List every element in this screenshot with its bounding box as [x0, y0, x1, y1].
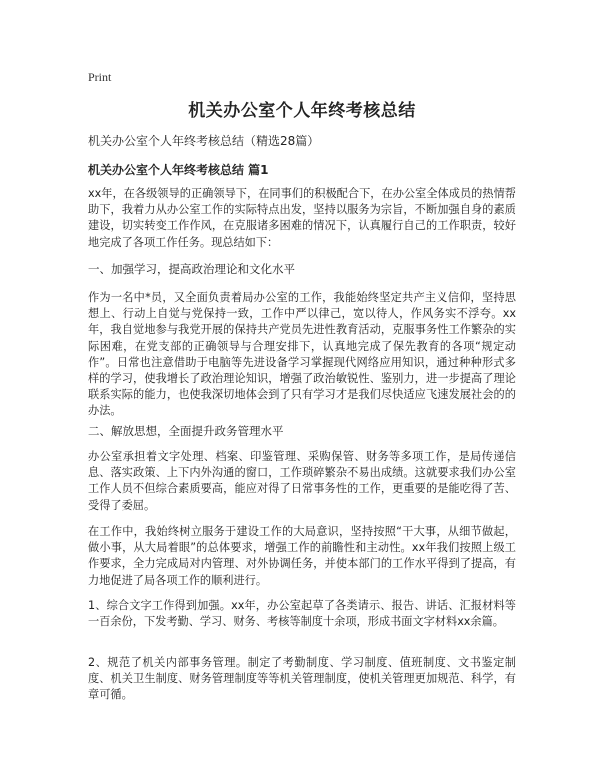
document-subtitle: 机关办公室个人年终考核总结（精选28篇）: [88, 134, 320, 148]
paragraph-intro: xx年，在各级领导的正确领导下，在同事们的积极配合下，在办公室全体成员的热情帮助下，我着力从办公室工作的实际特点出发，坚持以服务为宗旨，不断加强自身的素质建设，切实转变工作作风，在克服诸多困难的情况下，认真履行自己的工作职责，较好地完成了各项工作任务。现总结如下：: [88, 187, 516, 249]
paragraph-study: 作为一名中*员，又全面负责着局办公室的工作，我能始终坚定共产主义信仰，坚持思想上、行动上自觉与党保持一致，工作中严以律己，宽以待人，作风务实不浮夸。xx年，我自觉地参与我党开展的保持共产党员先进性教育活动，克服事务性工作繁杂的实际困难，在党支部的正确领导与合理安排下，认真地完成了保先教育的各项“规定动作”。日常也注意借助于电脑等先进设备学习掌握现代网络应用知识，通过种种形式多样的学习，使我增长了政治理论知识，增强了政治敏锐性、鉴别力，进一步提高了理论联系实际的能力，也使我深切地体会到了只有学习才是我们尽快适应飞速发展社会的的办法。: [88, 291, 516, 418]
heading-management: 二、解放思想，全面提升政务管理水平: [88, 424, 284, 438]
print-link[interactable]: Print: [88, 70, 112, 84]
paragraph-work-approach: 在工作中，我始终树立服务于建设工作的大局意识，坚持按照“干大事，从细节做起，做小事，从大局着眼”的总体要求，增强工作的前瞻性和主动性。xx年我们按照上级工作要求，全力完成局对内管理、对外协调任务，并使本部门的工作水平得到了提高，有力地促进了局各项工作的顺利进行。: [88, 525, 516, 587]
paragraph-affairs-management: 2、规范了机关内部事务管理。制定了考勤制度、学习制度、值班制度、文书鉴定制度、机关卫生制度、财务管理制度等等机关管理制度，使机关管理更加规范、科学，有章可循。: [88, 656, 516, 702]
heading-study: 一、加强学习，提高政治理论和文化水平: [88, 262, 295, 276]
document-title: 机关办公室个人年终考核总结: [188, 101, 416, 121]
paragraph-writing-work: 1、综合文字工作得到加强。xx年，办公室起草了各类请示、报告、讲话、汇报材料等一百余份，下发考勤、学习、财务、考核等制度十余项，形成书面文字材料xx余篇。: [88, 599, 516, 629]
paragraph-office-duties: 办公室承担着文字处理、档案、印鉴管理、采购保管、财务等多项工作，是局传递信息、落实政策、上下内外沟通的窗口，工作琐碎繁杂不易出成绩。这就要求我们办公室工作人员不但综合素质要高，能应对得了日常事务性的工作，更重要的是能吃得了苦、受得了委屈。: [88, 450, 516, 512]
section-title: 机关办公室个人年终考核总结 篇1: [88, 163, 269, 177]
